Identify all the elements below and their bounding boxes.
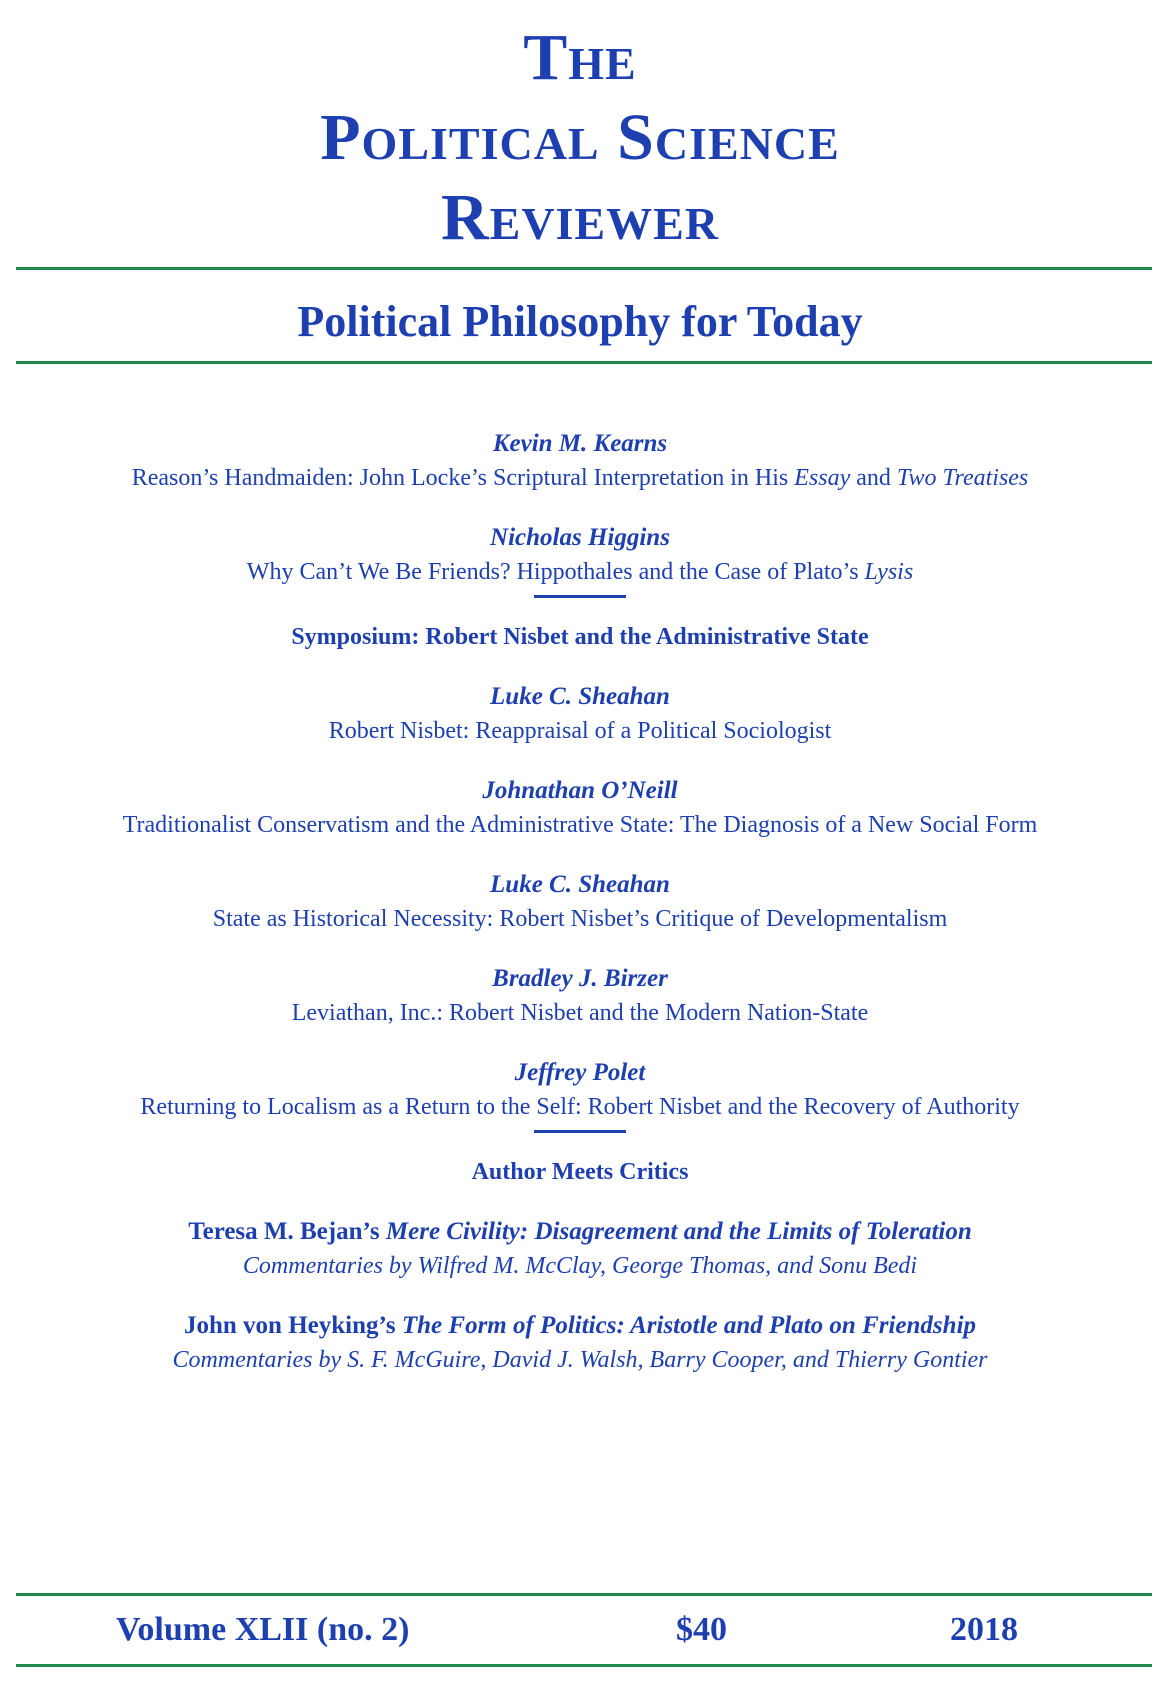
masthead-line-2: Political Science xyxy=(320,101,840,174)
article-author: Bradley J. Birzer xyxy=(492,965,668,992)
article-title-italic: Two Treatises xyxy=(896,465,1029,491)
section-divider xyxy=(534,595,626,598)
symposium-entry xyxy=(0,1056,1160,1124)
article-author: Nicholas Higgins xyxy=(490,524,670,551)
article-title-text: Why Can’t We Be Friends? Hippothales and the Case of Plato’s xyxy=(246,559,865,585)
article-author: Luke C. Sheahan xyxy=(490,871,670,898)
journal-masthead xyxy=(0,18,1160,258)
masthead-line-1: The xyxy=(523,21,637,94)
top-rule-upper xyxy=(16,267,1152,270)
book-line xyxy=(0,1309,1160,1343)
book-entry xyxy=(0,1309,1160,1377)
article-title-italic: Essay xyxy=(794,465,851,491)
footer-rule-lower xyxy=(16,1664,1152,1667)
article-entry xyxy=(0,521,1160,589)
cover-footer xyxy=(16,1604,1152,1656)
book-commentary: Commentaries by S. F. McGuire, David J. Walsh, Barry Cooper, and Thierry Gontier xyxy=(172,1347,988,1373)
footer-rule-upper xyxy=(16,1593,1152,1596)
book-line xyxy=(0,1215,1160,1249)
top-rule-lower xyxy=(16,361,1152,364)
table-of-contents xyxy=(0,427,1160,1403)
symposium-entry xyxy=(0,680,1160,748)
book-entry xyxy=(0,1215,1160,1283)
price: $40 xyxy=(676,1611,727,1648)
article-title: Leviathan, Inc.: Robert Nisbet and the Modern Nation-State xyxy=(291,1000,869,1026)
article-title: State as Historical Necessity: Robert Nisbet’s Critique of Developmentalism xyxy=(212,906,948,932)
article-title: Robert Nisbet: Reappraisal of a Political Sociologist xyxy=(328,718,832,744)
symposium-entry xyxy=(0,868,1160,936)
book-title: Mere Civility: Disagreement and the Limits of Toleration xyxy=(385,1218,972,1245)
masthead-line-3: Reviewer xyxy=(440,181,720,254)
article-title-italic: Lysis xyxy=(864,559,914,585)
article-title: Returning to Localism as a Return to the Self: Robert Nisbet and the Recovery of Authority xyxy=(140,1094,1020,1120)
section-divider xyxy=(534,1130,626,1133)
publication-year: 2018 xyxy=(950,1611,1018,1648)
journal-subtitle: Political Philosophy for Today xyxy=(297,297,863,346)
volume-number: Volume XLII (no. 2) xyxy=(116,1611,410,1648)
symposium-entry xyxy=(0,962,1160,1030)
article-title: Traditionalist Conservatism and the Administrative State: The Diagnosis of a New Social Form xyxy=(122,812,1038,838)
article-title xyxy=(0,555,1160,589)
article-entry xyxy=(0,427,1160,495)
book-author: John von Heyking’s xyxy=(183,1312,402,1339)
article-author: Jeffrey Polet xyxy=(514,1059,646,1086)
article-author: Kevin M. Kearns xyxy=(492,430,668,457)
symposium-heading: Symposium: Robert Nisbet and the Administrative State xyxy=(291,624,869,650)
book-author: Teresa M. Bejan’s xyxy=(188,1218,386,1245)
author-meets-critics-heading: Author Meets Critics xyxy=(471,1159,689,1185)
article-title-text: Reason’s Handmaiden: John Locke’s Scriptural Interpretation in His xyxy=(131,465,795,491)
article-author: Luke C. Sheahan xyxy=(490,683,670,710)
article-author: Johnathan O’Neill xyxy=(482,777,678,804)
article-title xyxy=(0,461,1160,495)
article-title-text: and xyxy=(850,465,897,491)
book-commentary: Commentaries by Wilfred M. McClay, George Thomas, and Sonu Bedi xyxy=(242,1253,918,1279)
symposium-entry xyxy=(0,774,1160,842)
book-title: The Form of Politics: Aristotle and Plato on Friendship xyxy=(401,1312,977,1339)
